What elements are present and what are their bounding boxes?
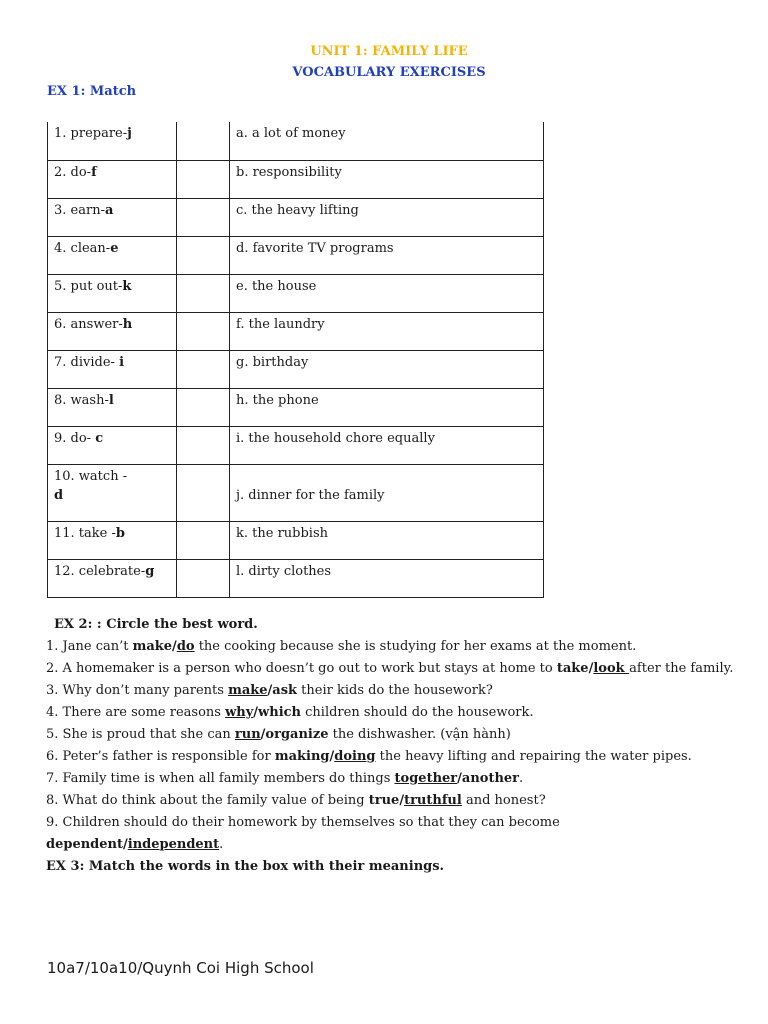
table-row (48, 388, 544, 426)
match-definition: e. the house (236, 278, 317, 294)
ex2-text: 5. She is proud that she can (46, 727, 235, 742)
match-blank-cell (177, 350, 230, 388)
ex2-heading: EX 2: : Circle the best word. (54, 617, 258, 632)
match-term: 5. put out- (54, 278, 123, 294)
page-subtitle: VOCABULARY EXERCISES (292, 65, 486, 80)
ex2-item (46, 768, 736, 790)
ex2-option: make (228, 683, 268, 698)
match-blank-cell (177, 426, 230, 464)
match-blank-cell (177, 521, 230, 559)
match-left-cell (48, 388, 177, 426)
match-answer: e (110, 240, 119, 256)
match-left-cell (48, 521, 177, 559)
match-right-cell (230, 521, 544, 559)
match-term: 10. watch - (54, 468, 128, 484)
match-definition: f. the laundry (236, 316, 325, 332)
ex2-text: 3. Why don’t many parents (46, 683, 229, 698)
ex2-option: dependent/ (46, 837, 128, 852)
table-row (48, 198, 544, 236)
match-term: 8. wash- (54, 392, 109, 408)
match-right-cell (230, 312, 544, 350)
ex2-text: 2. A homemaker is a person who doesn’t go out to work but stays at home to (46, 661, 557, 676)
ex2-option: truthful (404, 793, 462, 808)
match-answer: j (127, 126, 132, 141)
match-definition: b. responsibility (236, 164, 342, 180)
match-blank-cell (177, 559, 230, 597)
table-row (48, 464, 544, 521)
match-left-cell (48, 559, 177, 597)
match-right-cell (230, 388, 544, 426)
ex1-heading: EX 1: Match (47, 84, 137, 99)
ex2-option: run (234, 727, 261, 742)
match-term: 1. prepare- (54, 126, 128, 141)
match-definition: h. the phone (236, 392, 319, 408)
ex2-section (46, 614, 736, 878)
table-row (48, 122, 544, 160)
ex2-option: /organize (260, 727, 329, 742)
ex2-text: 9. Children should do their homework by themselves so that they can become (46, 815, 560, 830)
table-row (48, 160, 544, 198)
match-right-cell (230, 198, 544, 236)
match-definition: i. the household chore equally (236, 430, 435, 446)
table-row (48, 312, 544, 350)
ex2-list (46, 636, 736, 856)
ex2-item (46, 812, 736, 856)
ex2-text: 7. Family time is when all family members do things (46, 771, 395, 786)
match-left-cell (48, 464, 177, 521)
ex2-item (46, 702, 736, 724)
match-answer: h (122, 316, 133, 332)
ex2-item (46, 636, 736, 658)
unit-title: UNIT 1: FAMILY LIFE (310, 44, 468, 59)
ex2-option: make/ (132, 639, 177, 654)
ex2-option: /ask (267, 683, 298, 698)
match-answer: i (119, 354, 125, 370)
match-left-cell (48, 236, 177, 274)
ex2-text: their kids do the housework? (297, 683, 493, 698)
ex2-text: . (219, 837, 224, 852)
match-definition: j. dinner for the family (236, 487, 385, 503)
match-term: 4. clean- (54, 240, 111, 256)
ex2-option: doing (334, 749, 376, 764)
match-right-cell (230, 464, 544, 521)
ex2-text: the cooking because she is studying for her exams at the moment. (194, 639, 637, 654)
ex2-item (46, 680, 736, 702)
match-left-cell (48, 274, 177, 312)
match-left-cell (48, 350, 177, 388)
match-right-cell (230, 350, 544, 388)
match-term: 11. take - (54, 525, 116, 541)
ex2-option: take/ (556, 661, 594, 676)
match-table (47, 122, 544, 598)
match-definition: g. birthday (236, 354, 309, 370)
match-blank-cell (177, 198, 230, 236)
match-answer: d (54, 487, 64, 503)
ex2-option: /which (253, 705, 301, 720)
match-answer: k (122, 278, 132, 294)
match-blank-cell (177, 160, 230, 198)
match-right-cell (230, 274, 544, 312)
ex2-item (46, 658, 736, 680)
table-row (48, 350, 544, 388)
match-blank-cell (177, 388, 230, 426)
match-answer: c (95, 430, 104, 446)
match-blank-cell (177, 464, 230, 521)
ex2-text: the heavy lifting and repairing the water pipes. (375, 749, 692, 764)
match-answer: g (145, 563, 155, 579)
match-right-cell (230, 160, 544, 198)
match-blank-cell (177, 122, 230, 160)
ex2-text: children should do the housework. (301, 705, 534, 720)
match-left-cell (48, 426, 177, 464)
match-term: 7. divide- (54, 354, 120, 370)
ex2-option: look (593, 661, 630, 676)
footer-text: 10a7/10a10/Quynh Coi High School (47, 959, 314, 977)
ex2-text: 4. There are some reasons (46, 705, 226, 720)
table-row (48, 274, 544, 312)
ex2-text: and honest? (461, 793, 546, 808)
match-left-cell (48, 312, 177, 350)
match-answer: b (115, 525, 125, 541)
match-term: 2. do- (54, 164, 92, 180)
table-row (48, 236, 544, 274)
match-right-cell (230, 236, 544, 274)
table-row (48, 521, 544, 559)
table-row (48, 559, 544, 597)
ex2-text: after the family. (629, 661, 734, 676)
match-definition: c. the heavy lifting (236, 202, 359, 218)
ex2-text: 1. Jane can’t (46, 639, 133, 654)
match-blank-cell (177, 274, 230, 312)
ex2-text: 8. What do think about the family value of being (46, 793, 369, 808)
match-left-cell (48, 122, 177, 160)
match-definition: a. a lot of money (236, 126, 346, 141)
match-term: 3. earn- (54, 202, 105, 218)
ex2-text: . (519, 771, 524, 786)
match-term: 9. do- (54, 430, 96, 446)
ex2-option: why (225, 705, 254, 720)
match-left-cell (48, 160, 177, 198)
match-answer: f (91, 164, 97, 180)
ex2-option: together (394, 771, 458, 786)
table-row (48, 426, 544, 464)
ex2-text: 6. Peter’s father is responsible for (46, 749, 275, 764)
ex2-option: making/ (274, 749, 335, 764)
ex3-heading: EX 3: Match the words in the box with their meanings. (46, 859, 445, 874)
match-right-cell (230, 122, 544, 160)
match-left-cell (48, 198, 177, 236)
match-answer: l (108, 392, 114, 408)
ex2-option: do (176, 639, 195, 654)
ex2-item (46, 790, 736, 812)
match-definition: k. the rubbish (236, 525, 328, 541)
match-definition: l. dirty clothes (236, 563, 332, 579)
match-answer: a (104, 202, 114, 218)
match-right-cell (230, 559, 544, 597)
ex2-option: true/ (368, 793, 405, 808)
ex2-text: the dishwasher. (vận hành) (328, 727, 511, 742)
match-term: 12. celebrate- (54, 563, 146, 579)
match-term: 6. answer- (54, 316, 123, 332)
match-blank-cell (177, 312, 230, 350)
ex2-item (46, 746, 736, 768)
match-blank-cell (177, 236, 230, 274)
match-definition: d. favorite TV programs (236, 240, 394, 256)
ex2-option: independent (127, 837, 220, 852)
match-right-cell (230, 426, 544, 464)
ex2-item (46, 724, 736, 746)
ex2-option: /another (457, 771, 520, 786)
